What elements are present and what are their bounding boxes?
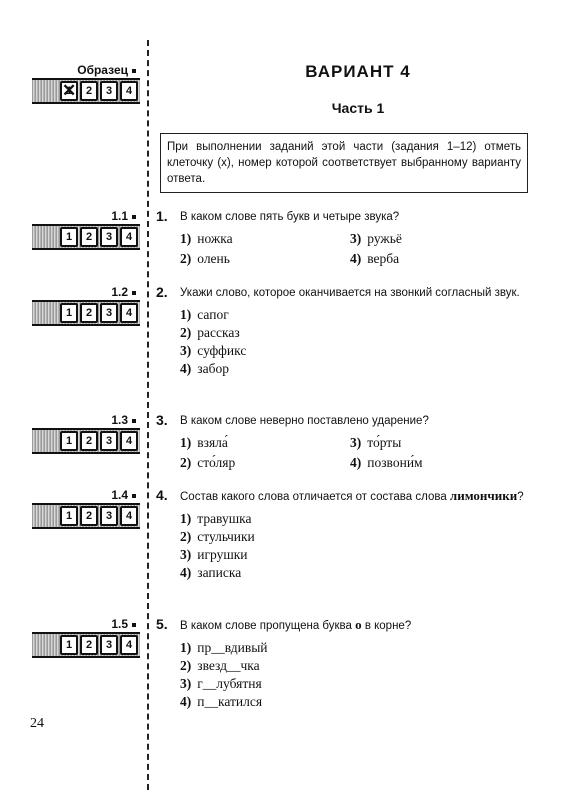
answer-box-4[interactable]: 4 xyxy=(120,431,138,451)
square-bullet-icon xyxy=(132,419,136,423)
option: 1) ножка xyxy=(180,231,233,246)
question-2 xyxy=(156,284,530,378)
sample-box-3: 3 xyxy=(100,81,118,101)
option: 1) взяла́ xyxy=(180,435,228,450)
answer-id: 1.5 xyxy=(111,617,128,631)
option: 4) верба xyxy=(350,251,400,266)
question-number: 3. xyxy=(156,412,168,428)
square-bullet-icon xyxy=(132,69,136,73)
square-bullet-icon xyxy=(132,494,136,498)
answer-id: 1.1 xyxy=(111,209,128,223)
option: 3) игрушки xyxy=(180,547,248,562)
answer-block-1-1 xyxy=(32,208,140,250)
answer-box-1[interactable]: 1 xyxy=(60,506,78,526)
answer-box-2[interactable]: 2 xyxy=(80,227,98,247)
answer-box-4[interactable]: 4 xyxy=(120,506,138,526)
cut-line xyxy=(147,40,149,790)
square-bullet-icon xyxy=(132,291,136,295)
answer-box-3[interactable]: 3 xyxy=(100,506,118,526)
option: 4) записка xyxy=(180,565,242,580)
answer-box-3[interactable]: 3 xyxy=(100,227,118,247)
answer-block-1-2 xyxy=(32,284,140,326)
answer-box-1[interactable]: 1 xyxy=(60,227,78,247)
option: 2) олень xyxy=(180,251,230,266)
sample-answer-strip xyxy=(32,78,140,104)
question-text: В каком слове пропущена буква о в корне? xyxy=(180,617,412,632)
answer-box-3[interactable]: 3 xyxy=(100,303,118,323)
question-number: 5. xyxy=(156,616,168,632)
option: 2) рассказ xyxy=(180,325,240,340)
option: 3) суффикс xyxy=(180,343,247,358)
answer-box-4[interactable]: 4 xyxy=(120,227,138,247)
question-number: 4. xyxy=(156,487,168,503)
sample-label: Образец xyxy=(77,63,128,77)
keyword: лимончики xyxy=(449,488,518,503)
question-4 xyxy=(156,487,530,582)
answer-id: 1.3 xyxy=(111,413,128,427)
answer-id: 1.4 xyxy=(111,488,128,502)
question-text: Состав какого слова отличается от состава слова лимончики? xyxy=(180,488,524,503)
option: 2) звезд__чка xyxy=(180,658,260,673)
question-3 xyxy=(156,412,530,472)
answer-box-3[interactable]: 3 xyxy=(100,431,118,451)
answer-box-4[interactable]: 4 xyxy=(120,303,138,323)
question-text: В каком слове пять букв и четыре звука? xyxy=(180,211,400,223)
instruction-box: При выполнении заданий этой части (задания 1–12) отметь клеточку (х), номер которой соответствует выбранному варианту ответа. xyxy=(160,133,528,193)
part-title: Часть 1 xyxy=(331,100,385,116)
option: 3) то́рты xyxy=(350,435,402,450)
square-bullet-icon xyxy=(132,215,136,219)
answer-block-1-4 xyxy=(32,487,140,529)
option: 1) травушка xyxy=(180,511,252,526)
answer-box-2[interactable]: 2 xyxy=(80,635,98,655)
answer-strip xyxy=(32,503,140,529)
answer-box-2[interactable]: 2 xyxy=(80,506,98,526)
answer-box-3[interactable]: 3 xyxy=(100,635,118,655)
answer-block-1-3 xyxy=(32,412,140,454)
option: 4) позвони́м xyxy=(350,455,423,470)
answer-box-2[interactable]: 2 xyxy=(80,303,98,323)
answer-strip xyxy=(32,428,140,454)
answer-id: 1.2 xyxy=(111,285,128,299)
option: 4) забор xyxy=(180,361,229,376)
option: 1) пр__вдивый xyxy=(180,640,268,655)
question-text: В каком слове неверно поставлено ударение? xyxy=(180,415,429,427)
answer-strip xyxy=(32,300,140,326)
option: 2) стульчики xyxy=(180,529,255,544)
sample-answer-block xyxy=(32,62,140,104)
answer-box-2[interactable]: 2 xyxy=(80,431,98,451)
question-5 xyxy=(156,616,530,711)
sample-box-4: 4 xyxy=(120,81,138,101)
variant-title: ВАРИАНТ 4 xyxy=(305,62,411,81)
option: 4) п__катился xyxy=(180,694,263,709)
answer-strip xyxy=(32,632,140,658)
option: 2) сто́ляр xyxy=(180,455,236,470)
keyword: о xyxy=(355,617,362,632)
answer-box-1[interactable]: 1 xyxy=(60,303,78,323)
square-bullet-icon xyxy=(132,623,136,627)
question-number: 2. xyxy=(156,284,168,300)
sample-box-1: 1 ✕ xyxy=(60,81,78,101)
answer-box-1[interactable]: 1 xyxy=(60,431,78,451)
question-1 xyxy=(156,208,530,268)
option: 3) ружьё xyxy=(350,231,402,246)
answer-block-1-5 xyxy=(32,616,140,658)
question-number: 1. xyxy=(156,208,168,224)
answer-box-4[interactable]: 4 xyxy=(120,635,138,655)
sample-box-2: 2 xyxy=(80,81,98,101)
answer-strip xyxy=(32,224,140,250)
question-text: Укажи слово, которое оканчивается на звонкий согласный звук. xyxy=(180,287,520,299)
answer-box-1[interactable]: 1 xyxy=(60,635,78,655)
option: 1) сапог xyxy=(180,307,229,322)
option: 3) г__лубятня xyxy=(180,676,262,691)
page-number: 24 xyxy=(30,716,44,731)
